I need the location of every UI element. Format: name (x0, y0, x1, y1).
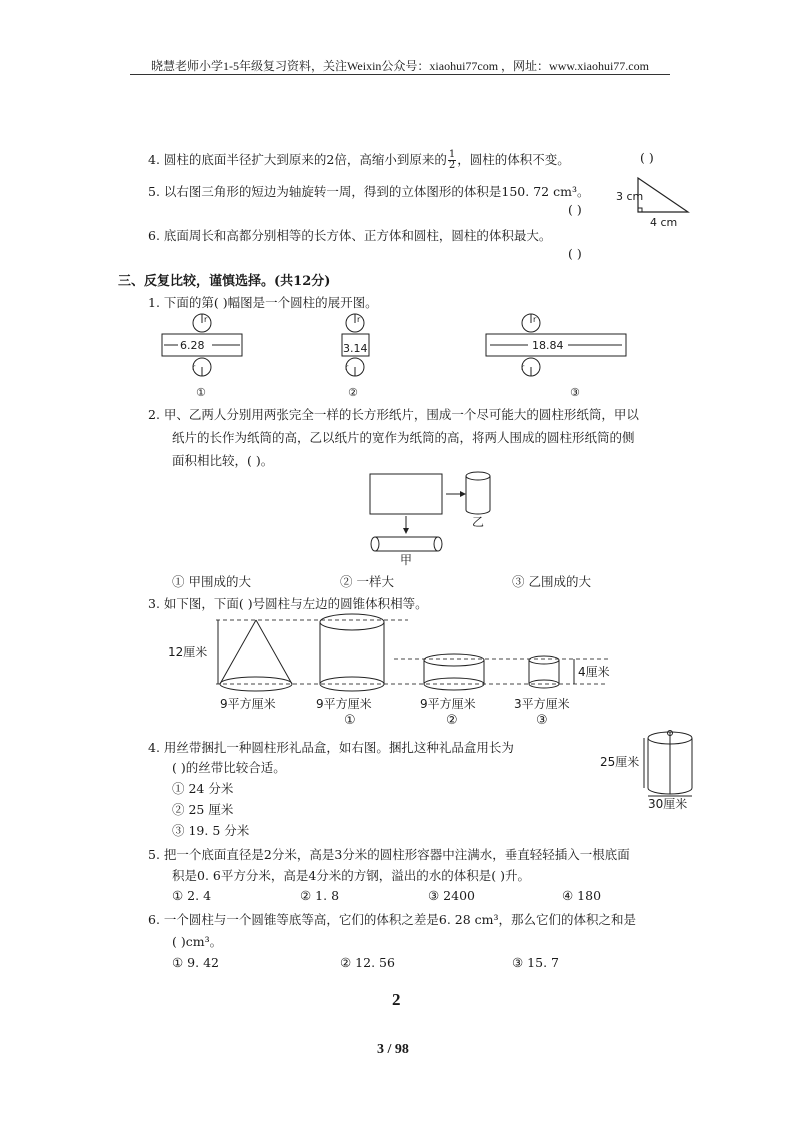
choice-q2-line1: 2. 甲、乙两人分别用两张完全一样的长方形纸片，围成一个尽可能大的圆柱形纸筒，甲以 (148, 407, 639, 422)
triangle-side-b: 4 cm (650, 216, 678, 229)
choice-q4-opt1[interactable]: ① 24 分米 (172, 781, 234, 796)
cylinder3-top (529, 656, 559, 664)
fraction-denominator: 2 (448, 160, 456, 171)
net-figure-3 (486, 314, 626, 399)
radius-label: r (533, 315, 537, 324)
choice-q5-opt1[interactable]: ① 2. 4 (172, 888, 212, 903)
cone-base-label: 9平方厘米 (220, 697, 276, 711)
triangle-figure (610, 172, 700, 232)
choice-q5-line2: 积是0. 6平方分米，高是4分米的方钢，溢出的水的体积是( )升。 (172, 868, 531, 883)
arrow-head (460, 491, 466, 497)
net2-option: ② (348, 386, 358, 399)
radius-label: r (192, 363, 196, 372)
net1-option: ① (196, 386, 206, 399)
radius-label: r (204, 315, 208, 324)
cylinder2-top (424, 654, 484, 666)
judge-q4-text-after: ，圆柱的体积不变。 (457, 152, 570, 167)
cylinder1-number: ① (344, 713, 356, 728)
net2-label: 3.14 (343, 342, 368, 355)
cylinder1-top (320, 614, 384, 630)
net-figure-2 (342, 314, 369, 399)
label-jia: 甲 (400, 553, 413, 567)
choice-q5-opt4[interactable]: ④ 180 (562, 888, 602, 903)
paper-roll-figure (360, 468, 510, 568)
judge-q4 (148, 150, 570, 171)
choice-q2-opt3[interactable]: ③ 乙围成的大 (512, 574, 591, 589)
cone-cylinder-figure (168, 612, 638, 727)
cylinder2-base-label: 9平方厘米 (420, 697, 476, 711)
cylinder-jia-end (371, 537, 379, 551)
judge-q6-text: 6. 底面周长和高都分别相等的长方体、正方体和圆柱，圆柱的体积最大。 (148, 228, 552, 243)
choice-q2-opt2[interactable]: ② 一样大 (340, 574, 394, 589)
choice-q6-opt1[interactable]: ① 9. 42 (172, 955, 219, 970)
choice-q5-opt3[interactable]: ③ 2400 (428, 888, 475, 903)
choice-q5-line1: 5. 把一个底面直径是2分米，高是3分米的圆柱形容器中注满水，垂直轻轻插入一根底面 (148, 847, 630, 862)
paper-rect (370, 474, 442, 514)
triangle-shape (638, 178, 688, 212)
gift-box-figure (600, 728, 710, 810)
net-figures (150, 310, 630, 400)
judge-q5-text: 5. 以右图三角形的短边为轴旋转一周，得到的立体图形的体积是150. 72 cm³。 (148, 184, 590, 199)
choice-q4-line2: ( )的丝带比较合适。 (172, 760, 286, 775)
page-footer: 3 / 98 (377, 1042, 409, 1057)
choice-q2-line2: 纸片的长作为纸筒的高，乙以纸片的宽作为纸筒的高，将两人围成的圆柱形纸筒的侧 (172, 430, 635, 445)
choice-q5-opt2[interactable]: ② 1. 8 (300, 888, 340, 903)
radius-label: r (521, 363, 525, 372)
header-divider (130, 74, 670, 75)
cylinder1-base-label: 9平方厘米 (316, 697, 372, 711)
page-header: 晓慧老师小学1-5年级复习资料，关注Weixin公众号：xiaohui77com ，网址：www.xiaohui77.com (151, 59, 649, 73)
choice-q6-opt2[interactable]: ② 12. 56 (340, 955, 395, 970)
judge-q5-answer[interactable]: ( ) (568, 202, 582, 217)
label-yi: 乙 (472, 515, 485, 529)
judge-q4-answer[interactable]: ( ) (640, 150, 654, 165)
cylinder-yi-bottom (466, 510, 490, 514)
cone-edge (256, 620, 292, 684)
net3-label: 18.84 (532, 339, 564, 352)
cylinder3-base-label: 3平方厘米 (514, 697, 570, 711)
choice-q6-opt3[interactable]: ③ 15. 7 (512, 955, 559, 970)
net-figure-1 (162, 314, 242, 399)
choice-q2-line3: 面积相比较，( )。 (172, 453, 274, 468)
page-number: 2 (392, 990, 401, 1009)
gift-width-label: 30厘米 (648, 797, 688, 811)
height-right-label: 4厘米 (578, 665, 610, 679)
judge-q6-answer[interactable]: ( ) (568, 246, 582, 261)
choice-q2-opt1[interactable]: ① 甲围成的大 (172, 574, 251, 589)
fraction (448, 150, 456, 171)
arrow-head (403, 528, 409, 534)
choice-q4-opt3[interactable]: ③ 19. 5 分米 (172, 823, 250, 838)
choice-q4-opt2[interactable]: ② 25 厘米 (172, 802, 234, 817)
cylinder2-number: ② (446, 713, 458, 728)
choice-q4-line1: 4. 用丝带捆扎一种圆柱形礼品盒，如右图。捆扎这种礼品盒用长为 (148, 740, 514, 755)
fraction-numerator: 1 (448, 149, 456, 160)
section3-title: 三、反复比较，谨慎选择。(共12分) (118, 274, 331, 289)
cylinder-yi-top (466, 472, 490, 480)
cylinder3-number: ③ (536, 713, 548, 728)
triangle-side-a: 3 cm (616, 190, 644, 203)
choice-q3-text: 3. 如下图，下面( )号圆柱与左边的圆锥体积相等。 (148, 596, 428, 611)
choice-q1-text: 1. 下面的第( )幅图是一个圆柱的展开图。 (148, 295, 378, 310)
choice-q6-line1: 6. 一个圆柱与一个圆锥等底等高，它们的体积之差是6. 28 cm³，那么它们的体积之和是 (148, 912, 637, 927)
radius-label: r (345, 363, 349, 372)
judge-q4-text-before: 4. 圆柱的底面半径扩大到原来的2倍，高缩小到原来的 (148, 152, 447, 167)
net3-option: ③ (570, 386, 580, 399)
net1-label: 6.28 (180, 339, 205, 352)
choice-q6-line2: ( )cm³。 (172, 934, 223, 949)
radius-label: r (357, 315, 361, 324)
cone-edge (220, 620, 256, 684)
height-left-label: 12厘米 (168, 645, 208, 659)
cylinder-jia-end (434, 537, 442, 551)
gift-height-label: 25厘米 (600, 755, 640, 769)
